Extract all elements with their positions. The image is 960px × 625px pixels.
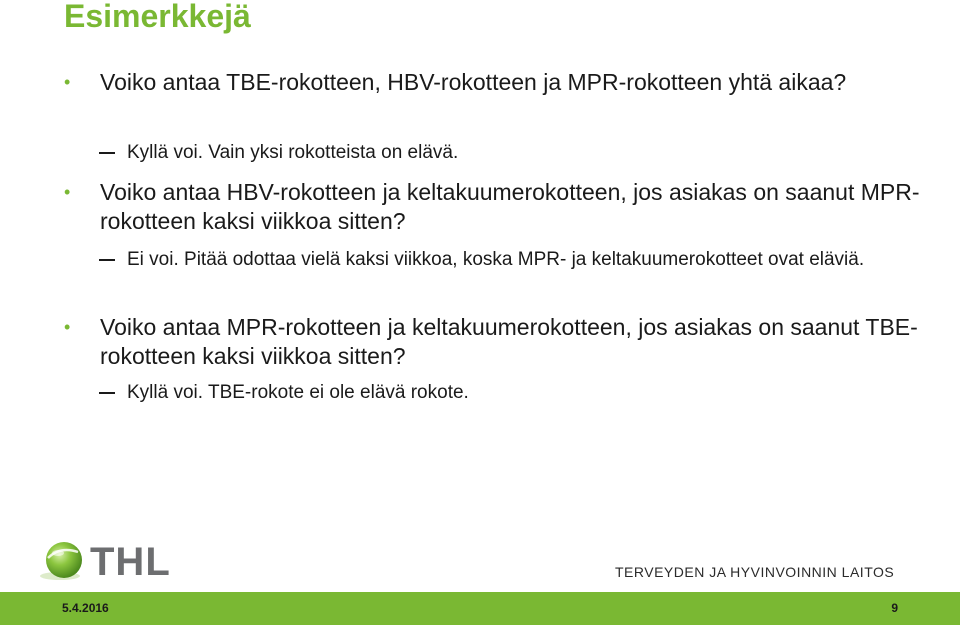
slide-title: Esimerkkejä: [64, 0, 251, 34]
question-1-text: Voiko antaa TBE-rokotteen, HBV-rokotteen ja MPR-rokotteen yhtä aikaa?: [100, 69, 847, 95]
question-2: [64, 178, 930, 236]
bullet-icon: •: [64, 72, 71, 92]
dash-icon: [99, 152, 115, 154]
footer-date: 5.4.2016: [62, 601, 109, 615]
page-number: 9: [891, 601, 898, 615]
question-3: [64, 313, 930, 371]
question-3-text: Voiko antaa MPR-rokotteen ja keltakuumerokotteen, jos asiakas on saanut TBE-rokotteen kaksi viikkoa sitten?: [100, 314, 918, 369]
dash-icon: [99, 392, 115, 394]
answer-3: [127, 380, 927, 405]
bullet-icon: •: [64, 182, 71, 202]
organization-name: TERVEYDEN JA HYVINVOINNIN LAITOS: [615, 564, 895, 580]
footer-bar: [0, 592, 960, 625]
dash-icon: [99, 259, 115, 261]
bullet-icon: •: [64, 317, 71, 337]
answer-1-text: Kyllä voi. Vain yksi rokotteista on elävä.: [127, 142, 459, 163]
question-1: [64, 68, 930, 97]
answer-3-text: Kyllä voi. TBE-rokote ei ole elävä rokote.: [127, 382, 469, 403]
answer-2: [127, 247, 927, 272]
answer-1: [127, 140, 927, 165]
answer-2-text: Ei voi. Pitää odottaa vielä kaksi viikkoa, koska MPR- ja keltakuumerokotteet ovat eläviä.: [127, 249, 865, 270]
logo-text: THL: [90, 540, 171, 584]
question-2-text: Voiko antaa HBV-rokotteen ja keltakuumerokotteen, jos asiakas on saanut MPR-rokotteen kaksi viikkoa sitten?: [100, 179, 920, 234]
